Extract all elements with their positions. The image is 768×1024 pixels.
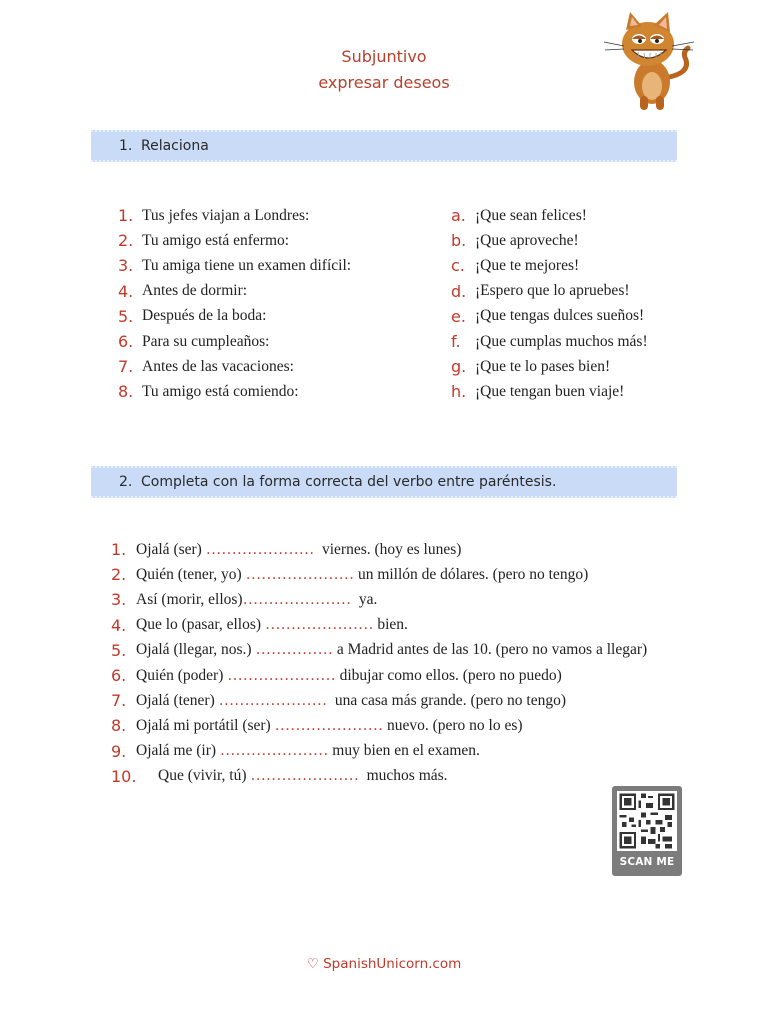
item-prompt: Ojalá (ser) xyxy=(136,540,206,558)
list-item xyxy=(111,739,647,764)
list-item xyxy=(451,203,648,228)
answer-blank: ………………… xyxy=(219,742,329,760)
scan-me-label: SCAN ME xyxy=(619,856,675,868)
section-1-title: Relaciona xyxy=(141,138,209,154)
list-item xyxy=(118,329,351,354)
item-number: 8. xyxy=(111,716,127,736)
item-rest: a Madrid antes de las 10. (pero no vamos a llegar) xyxy=(332,641,648,659)
section-1-header xyxy=(91,130,677,162)
item-number: 4. xyxy=(111,615,127,635)
item-prompt: Ojalá mi portátil (ser) xyxy=(136,716,275,734)
list-item xyxy=(451,354,648,379)
item-letter: a. xyxy=(451,206,466,226)
matching-right-list xyxy=(451,203,648,405)
item-text: Después de la boda: xyxy=(142,307,267,325)
list-item xyxy=(111,638,647,663)
answer-blank: ………………… xyxy=(264,616,374,634)
list-item xyxy=(118,304,351,329)
list-item xyxy=(111,562,647,587)
list-item xyxy=(118,279,351,304)
list-item xyxy=(451,304,648,329)
item-text: Tu amigo está comiendo: xyxy=(142,382,299,400)
item-prompt: Que (vivir, tú) xyxy=(158,767,251,785)
item-letter: b. xyxy=(451,231,467,251)
item-text: Antes de dormir: xyxy=(142,282,248,300)
list-item xyxy=(118,203,351,228)
item-number: 4. xyxy=(118,281,134,301)
list-item xyxy=(451,228,648,253)
item-number: 6. xyxy=(118,332,134,352)
item-number: 7. xyxy=(111,691,127,711)
item-letter: e. xyxy=(451,306,466,326)
item-rest: ya. xyxy=(351,590,378,608)
item-number: 7. xyxy=(118,357,134,377)
item-number: 9. xyxy=(111,741,127,761)
qr-code-icon xyxy=(617,791,677,851)
item-number: 1. xyxy=(111,540,127,560)
list-item xyxy=(111,688,647,713)
item-text: ¡Que tengan buen viaje! xyxy=(475,382,625,400)
list-item xyxy=(111,663,647,688)
item-number: 5. xyxy=(118,306,134,326)
answer-blank: ………………… xyxy=(242,590,352,608)
item-text: Tus jefes viajan a Londres: xyxy=(142,206,310,224)
item-text: Para su cumpleaños: xyxy=(142,332,270,350)
answer-blank: …………… xyxy=(255,641,333,659)
item-prompt: Ojalá (llegar, nos.) xyxy=(136,641,256,659)
section-2-number: 2. xyxy=(119,474,133,490)
item-text: ¡Que aproveche! xyxy=(475,231,579,249)
answer-blank: ………………… xyxy=(274,716,384,734)
item-rest: bien. xyxy=(373,616,408,634)
list-item xyxy=(451,379,648,404)
page-title: Subjuntivo xyxy=(341,47,427,66)
item-text: ¡Espero que lo apruebes! xyxy=(475,282,630,300)
section-1-number: 1. xyxy=(119,138,133,154)
matching-left-list xyxy=(118,203,351,405)
list-item xyxy=(118,228,351,253)
item-number: 10. xyxy=(111,766,137,786)
item-text: ¡Que te mejores! xyxy=(475,256,580,274)
qr-code-badge[interactable] xyxy=(612,786,682,876)
item-text: Tu amigo está enfermo: xyxy=(142,231,290,249)
item-prompt: Quién (poder) xyxy=(136,666,228,684)
item-number: 5. xyxy=(111,640,127,660)
item-number: 1. xyxy=(118,206,134,226)
fill-in-list xyxy=(111,537,647,789)
item-text: ¡Que cumplas muchos más! xyxy=(475,332,648,350)
cartoon-cat-icon xyxy=(602,8,696,112)
list-item xyxy=(118,379,351,404)
item-rest: muchos más. xyxy=(358,767,448,785)
list-item xyxy=(451,279,648,304)
item-prompt: Así (morir, ellos) xyxy=(136,590,243,608)
item-rest: un millón de dólares. (pero no tengo) xyxy=(354,565,589,583)
item-rest: muy bien en el examen. xyxy=(328,742,480,760)
item-rest: viernes. (hoy es lunes) xyxy=(314,540,462,558)
item-number: 6. xyxy=(111,666,127,686)
item-prompt: Ojalá me (ir) xyxy=(136,742,220,760)
page-subtitle: expresar deseos xyxy=(318,73,450,92)
item-letter: d. xyxy=(451,281,467,301)
item-text: ¡Que tengas dulces sueños! xyxy=(475,307,645,325)
list-item xyxy=(111,613,647,638)
footer-link[interactable]: ♡ SpanishUnicorn.com xyxy=(306,956,462,972)
item-number: 2. xyxy=(111,565,127,585)
item-number: 3. xyxy=(111,590,127,610)
list-item xyxy=(451,253,648,278)
list-item xyxy=(451,329,648,354)
item-number: 2. xyxy=(118,231,134,251)
item-prompt: Que lo (pasar, ellos) xyxy=(136,616,265,634)
item-rest: nuevo. (pero no lo es) xyxy=(383,716,523,734)
answer-blank: ………………… xyxy=(218,691,328,709)
list-item xyxy=(118,354,351,379)
item-text: Tu amiga tiene un examen difícil: xyxy=(142,256,352,274)
answer-blank: ………………… xyxy=(250,767,359,785)
item-letter: c. xyxy=(451,256,465,276)
section-2-header xyxy=(91,466,677,498)
section-2-title: Completa con la forma correcta del verbo entre paréntesis. xyxy=(141,474,557,490)
item-rest: una casa más grande. (pero no tengo) xyxy=(327,691,566,709)
item-letter: h. xyxy=(451,382,467,402)
item-rest: dibujar como ellos. (pero no puedo) xyxy=(335,666,562,684)
answer-blank: ………………… xyxy=(245,565,355,583)
item-prompt: Ojalá (tener) xyxy=(136,691,219,709)
list-item xyxy=(111,764,647,789)
answer-blank: ………………… xyxy=(227,666,336,684)
item-text: ¡Que sean felices! xyxy=(475,206,587,224)
item-text: Antes de las vacaciones: xyxy=(142,357,294,375)
list-item xyxy=(111,587,647,612)
list-item xyxy=(111,713,647,738)
answer-blank: ………………… xyxy=(205,540,315,558)
list-item xyxy=(118,253,351,278)
item-prompt: Quién (tener, yo) xyxy=(136,565,246,583)
item-letter: g. xyxy=(451,357,467,377)
list-item xyxy=(111,537,647,562)
item-number: 8. xyxy=(118,382,134,402)
item-letter: f. xyxy=(451,332,461,352)
item-text: ¡Que te lo pases bien! xyxy=(475,357,611,375)
item-number: 3. xyxy=(118,256,134,276)
